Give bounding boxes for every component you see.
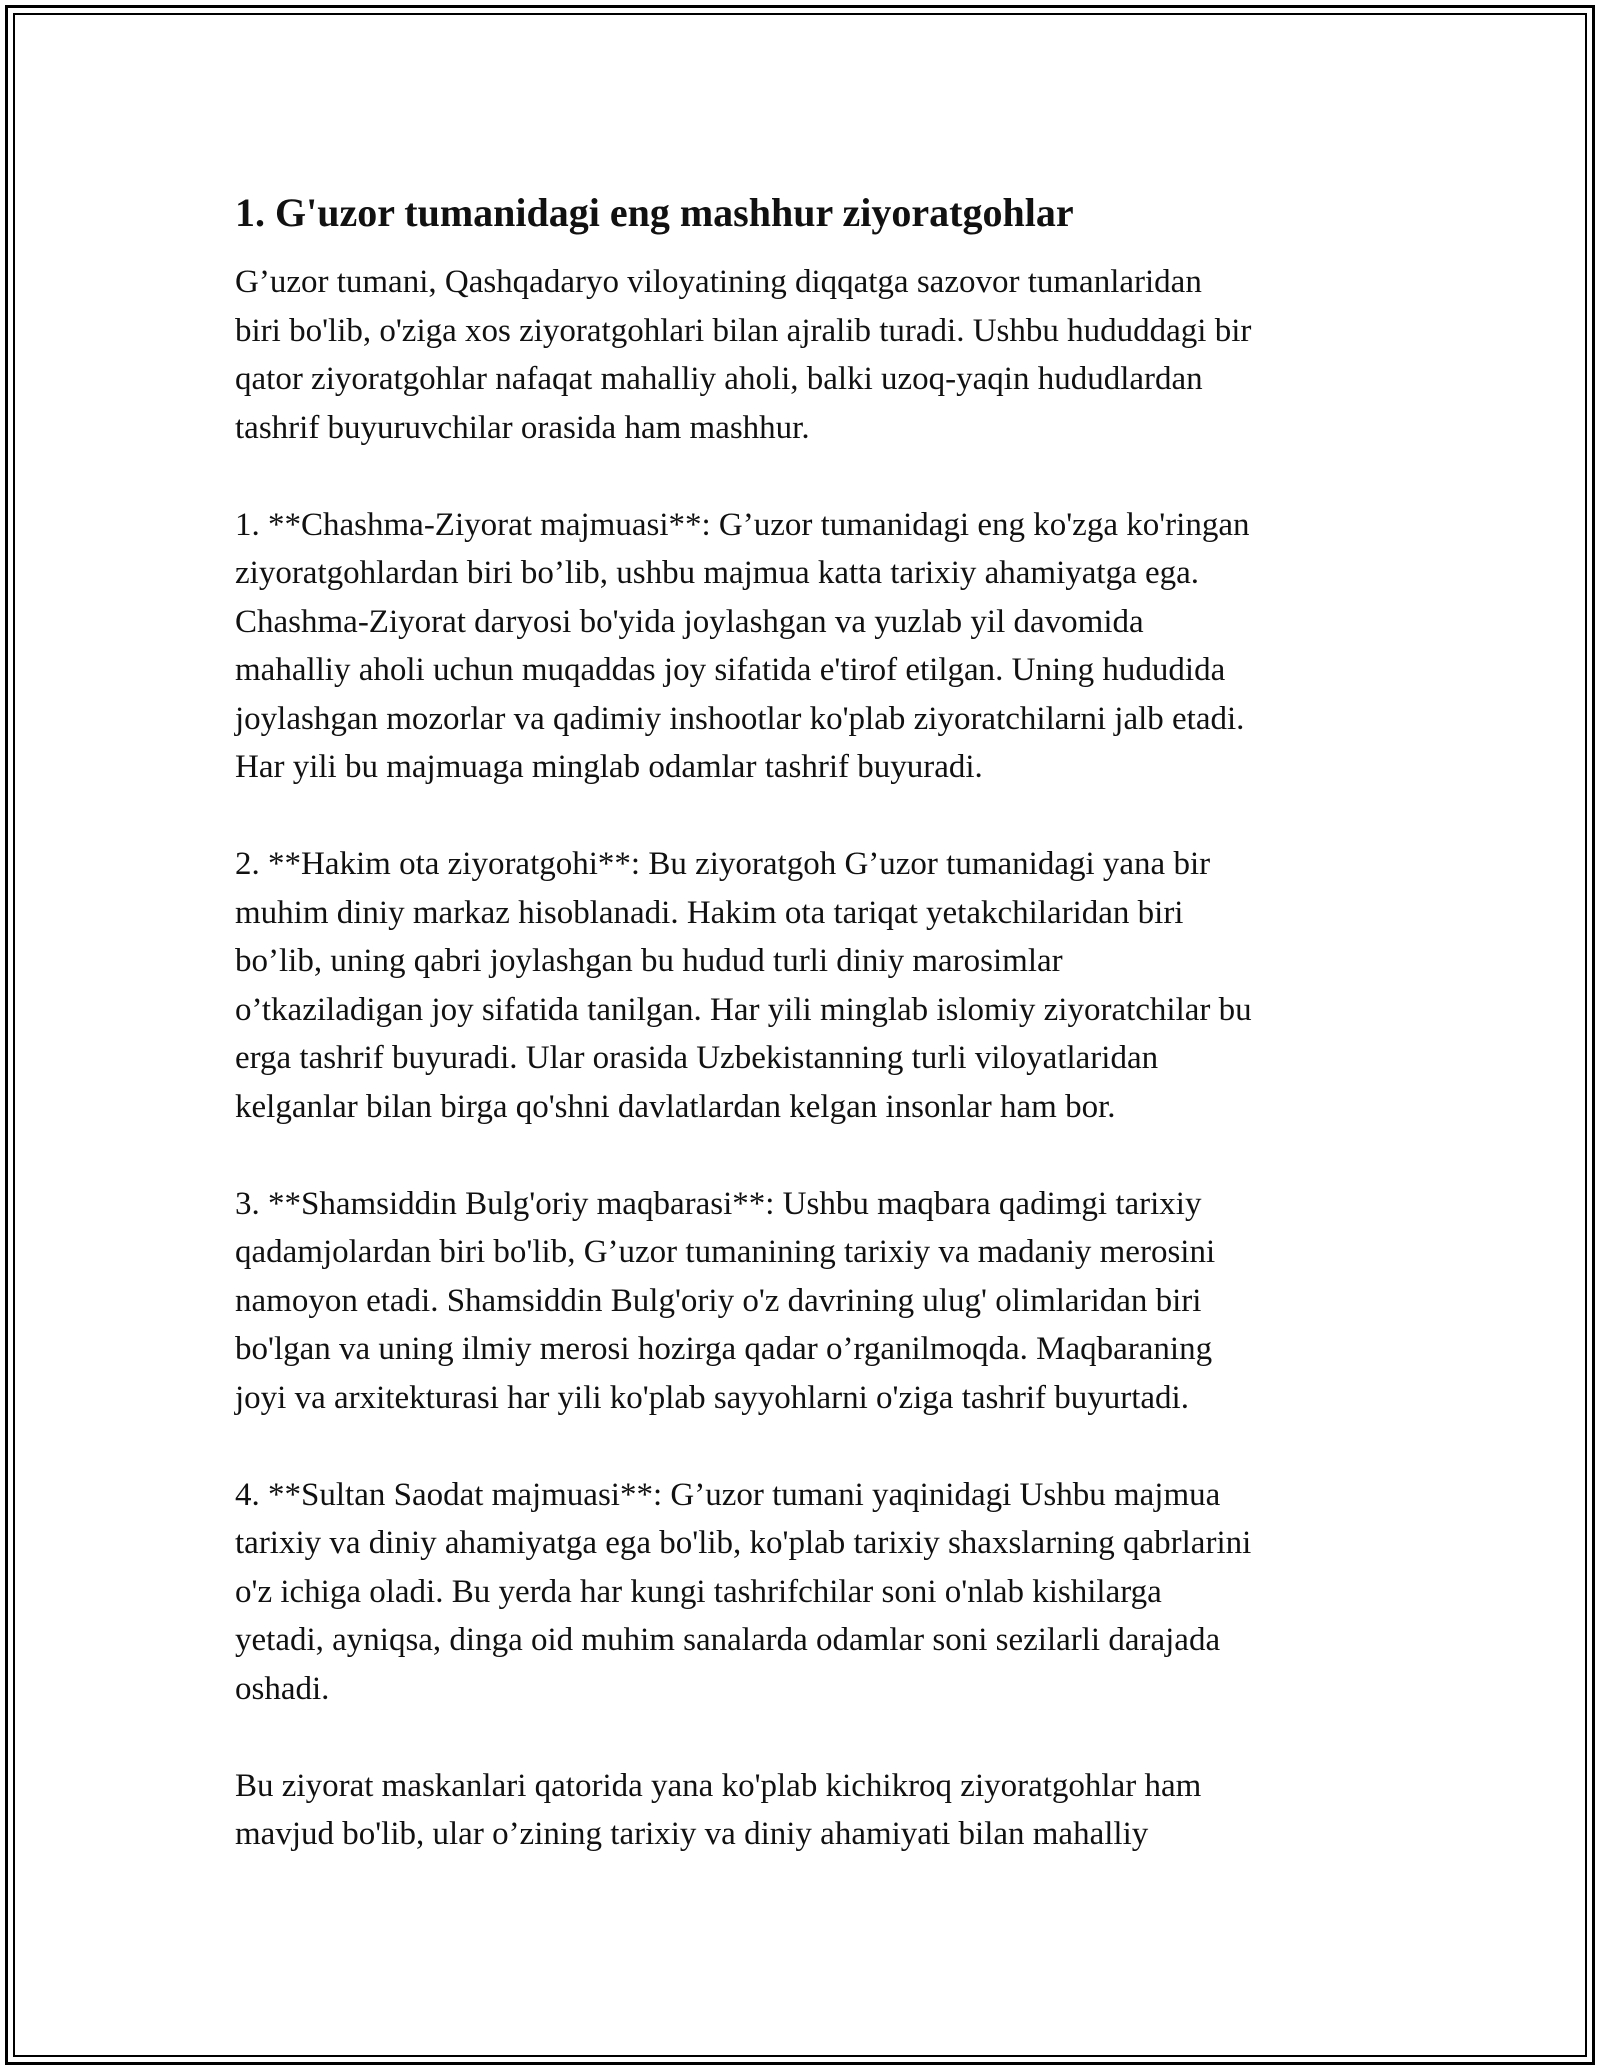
document-heading: 1. G'uzor tumanidagi eng mashhur ziyoratgohlar: [235, 190, 1074, 235]
paragraph-line: kelganlar bilan birga qo'shni davlatlardan kelgan insonlar ham bor.: [235, 1088, 1116, 1125]
paragraph-line: o'z ichiga oladi. Bu yerda har kungi tashrifchilar soni o'nlab kishilarga: [235, 1573, 1162, 1610]
paragraph-line: bo’lib, uning qabri joylashgan bu hudud turli diniy marosimlar: [235, 943, 1063, 979]
paragraph: [235, 501, 1375, 792]
paragraph-line: 1. **Chashma-Ziyorat majmuasi**: G’uzor tumanidagi eng ko'zga ko'ringan: [235, 506, 1250, 543]
paragraph-line: Chashma-Ziyorat daryosi bo'yida joylashgan va yuzlab yil davomida: [235, 603, 1144, 640]
paragraph-line: tarixiy va diniy ahamiyatga ega bo'lib, ko'plab tarixiy shaxslarning qabrlarini: [235, 1525, 1252, 1561]
paragraph: [235, 1471, 1375, 1714]
paragraph-line: qator ziyoratgohlar nafaqat mahalliy aholi, balki uzoq-yaqin hududlardan: [235, 361, 1203, 397]
paragraph-line: mahalliy aholi uchun muqaddas joy sifatida e'tirof etilgan. Uning hududida: [235, 652, 1226, 688]
paragraph-line: mavjud bo'lib, ular o’zining tarixiy va diniy ahamiyati bilan mahalliy: [235, 1816, 1149, 1852]
paragraph-list: [235, 258, 1375, 1859]
paragraph-line: 3. **Shamsiddin Bulg'oriy maqbarasi**: Ushbu maqbara qadimgi tarixiy: [235, 1185, 1202, 1222]
paragraph-line: 4. **Sultan Saodat majmuasi**: G’uzor tumani yaqinidagi Ushbu majmua: [235, 1476, 1221, 1513]
paragraph-line: qadamjolardan biri bo'lib, G’uzor tumanining tarixiy va madaniy merosini: [235, 1234, 1216, 1270]
paragraph-line: yetadi, ayniqsa, dinga oid muhim sanalarda odamlar soni sezilarli darajada: [235, 1622, 1221, 1658]
paragraph: [235, 1762, 1375, 1859]
paragraph: [235, 1180, 1375, 1423]
paragraph: [235, 840, 1375, 1131]
paragraph-line: joylashgan mozorlar va qadimiy inshootlar ko'plab ziyoratchilarni jalb etadi.: [235, 700, 1245, 737]
paragraph-line: Bu ziyorat maskanlari qatorida yana ko'plab kichikroq ziyoratgohlar ham: [235, 1767, 1202, 1804]
paragraph-line: tashrif buyuruvchilar orasida ham mashhur.: [235, 409, 810, 446]
paragraph-line: biri bo'lib, o'ziga xos ziyoratgohlari bilan ajralib turadi. Ushbu hududdagi bir: [235, 312, 1252, 349]
paragraph-line: erga tashrif buyuradi. Ular orasida Uzbekistanning turli viloyatlaridan: [235, 1040, 1159, 1076]
document-body: [235, 186, 1375, 1907]
paragraph: [235, 258, 1375, 452]
paragraph-line: G’uzor tumani, Qashqadaryo viloyatining diqqatga sazovor tumanlaridan: [235, 264, 1202, 300]
paragraph-line: ziyoratgohlardan biri bo’lib, ushbu majmua katta tarixiy ahamiyatga ega.: [235, 555, 1200, 591]
paragraph-line: Har yili bu majmuaga minglab odamlar tashrif buyuradi.: [235, 749, 983, 785]
paragraph-line: 2. **Hakim ota ziyoratgohi**: Bu ziyoratgoh G’uzor tumanidagi yana bir: [235, 846, 1211, 882]
paragraph-line: muhim diniy markaz hisoblanadi. Hakim ota tariqat yetakchilaridan biri: [235, 894, 1184, 931]
paragraph-line: o’tkaziladigan joy sifatida tanilgan. Har yili minglab islomiy ziyoratchilar bu: [235, 991, 1252, 1028]
paragraph-line: bo'lgan va uning ilmiy merosi hozirga qadar o’rganilmoqda. Maqbaraning: [235, 1331, 1213, 1367]
paragraph-line: joyi va arxitekturasi har yili ko'plab sayyohlarni o'ziga tashrif buyurtadi.: [235, 1379, 1189, 1416]
paragraph-line: oshadi.: [235, 1670, 330, 1707]
paragraph-line: namoyon etadi. Shamsiddin Bulg'oriy o'z davrining ulug' olimlaridan biri: [235, 1282, 1202, 1319]
